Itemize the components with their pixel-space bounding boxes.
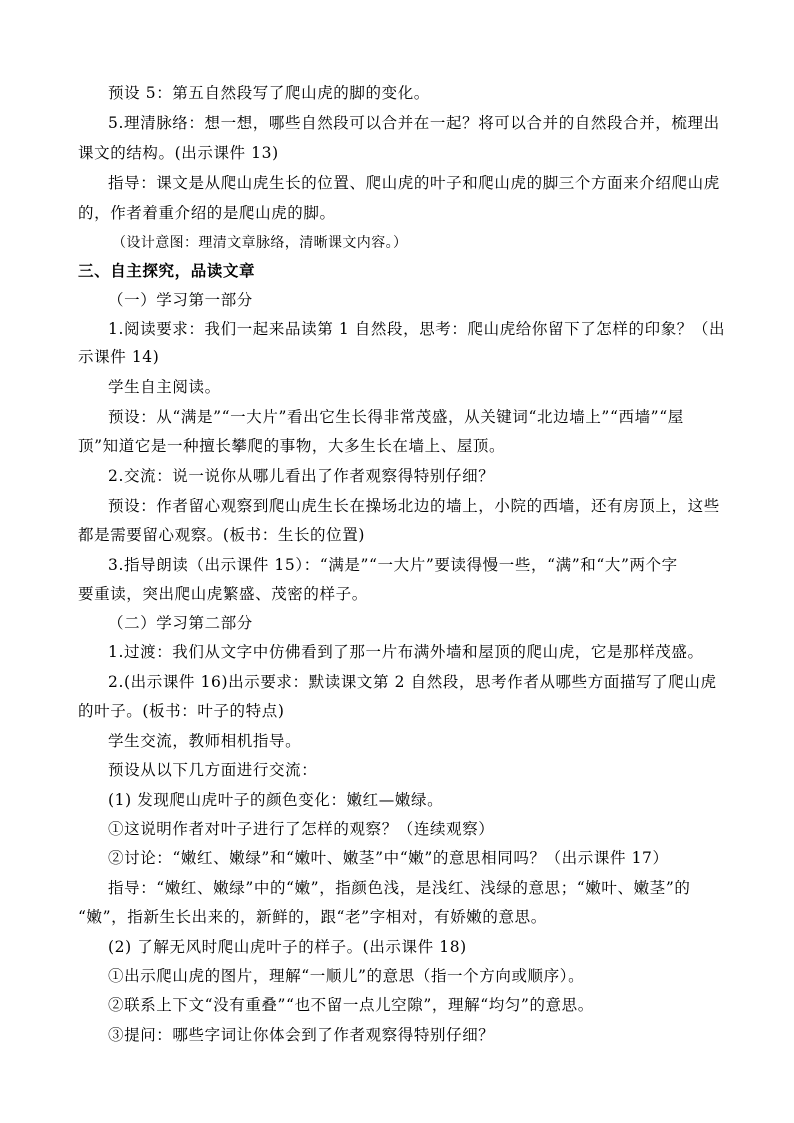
- paragraph-line: 预设：从“满是”“一大片”看出它生长得非常茂盛，从关键词“北边墙上”“西墙”“屋: [108, 408, 684, 426]
- paragraph-line: 2.(出示课件 16)出示要求：默读课文第 2 自然段，思考作者从哪些方面描写了爬山虎: [108, 673, 717, 691]
- paragraph-line: 要重读，突出爬山虎繁盛、茂密的样子。: [78, 585, 368, 603]
- paragraph-line: 学生自主阅读。: [108, 378, 221, 396]
- paragraph-line: ②联系上下文“没有重叠”“也不留一点儿空隙”，理解“均匀”的意思。: [108, 996, 594, 1014]
- paragraph-line: 顶”知道它是一种擅长攀爬的事物，大多生长在墙上、屋顶。: [78, 437, 506, 455]
- paragraph-line: 预设 5：第五自然段写了爬山虎的脚的变化。: [108, 84, 430, 102]
- design-intent-note: （设计意图：理清文章脉络，清晰课文内容。）: [112, 235, 408, 251]
- paragraph-line: ①出示爬山虎的图片，理解“一顺儿”的意思（指一个方向或顺序）。: [108, 967, 585, 985]
- paragraph-line: 预设从以下几方面进行交流：: [108, 761, 318, 779]
- paragraph-line: 预设：作者留心观察到爬山虎生长在操场北边的墙上，小院的西墙，还有房顶上，这些: [108, 497, 720, 515]
- paragraph-line: ①这说明作者对叶子进行了怎样的观察？（连续观察）: [108, 820, 495, 838]
- paragraph-line: (2) 了解无风时爬山虎叶子的样子。(出示课件 18): [108, 938, 467, 956]
- section-heading: 三、自主探究，品读文章: [78, 262, 256, 280]
- subsection-heading: （一）学习第一部分: [108, 291, 253, 309]
- paragraph-line: ③提问：哪些字词让你体会到了作者观察得特别仔细？: [108, 1026, 495, 1044]
- paragraph-line: 的，作者着重介绍的是爬山虎的脚。: [78, 204, 336, 222]
- paragraph-line: “嫩”，指新生长出来的，新鲜的，跟“老”字相对，有娇嫩的意思。: [78, 908, 547, 926]
- paragraph-line: ②讨论：“嫩红、嫩绿”和“嫩叶、嫩茎”中“嫩”的意思相同吗？（出示课件 17）: [108, 849, 669, 867]
- paragraph-line: 都是需要留心观察。(板书：生长的位置): [78, 526, 365, 544]
- paragraph-line: 1.过渡：我们从文字中仿佛看到了那一片布满外墙和屋顶的爬山虎，它是那样茂盛。: [108, 643, 704, 661]
- paragraph-line: 2.交流：说一说你从哪儿看出了作者观察得特别仔细？: [108, 467, 495, 485]
- paragraph-line: (1) 发现爬山虎叶子的颜色变化：嫩红—嫩绿。: [108, 791, 444, 809]
- paragraph-line: 1.阅读要求：我们一起来品读第 1 自然段，思考：爬山虎给你留下了怎样的印象？（出: [108, 320, 726, 338]
- paragraph-line: 指导：课文是从爬山虎生长的位置、爬山虎的叶子和爬山虎的脚三个方面来介绍爬山虎: [108, 174, 720, 192]
- paragraph-line: 课文的结构。(出示课件 13): [78, 144, 279, 162]
- subsection-heading: （二）学习第二部分: [108, 614, 253, 632]
- paragraph-line: 指导：“嫩红、嫩绿”中的“嫩”，指颜色浅，是浅红、浅绿的意思；“嫩叶、嫩茎”的: [108, 879, 691, 897]
- paragraph-line: 5.理清脉络：想一想，哪些自然段可以合并在一起？将可以合并的自然段合并，梳理出: [108, 114, 720, 132]
- paragraph-line: 示课件 14): [78, 348, 160, 366]
- paragraph-line: 的叶子。(板书：叶子的特点): [78, 702, 285, 720]
- paragraph-line: 学生交流，教师相机指导。: [108, 732, 302, 750]
- paragraph-line: 3.指导朗读（出示课件 15）：“满是”“一大片”要读得慢一些，“满”和“大”两个字: [108, 556, 678, 574]
